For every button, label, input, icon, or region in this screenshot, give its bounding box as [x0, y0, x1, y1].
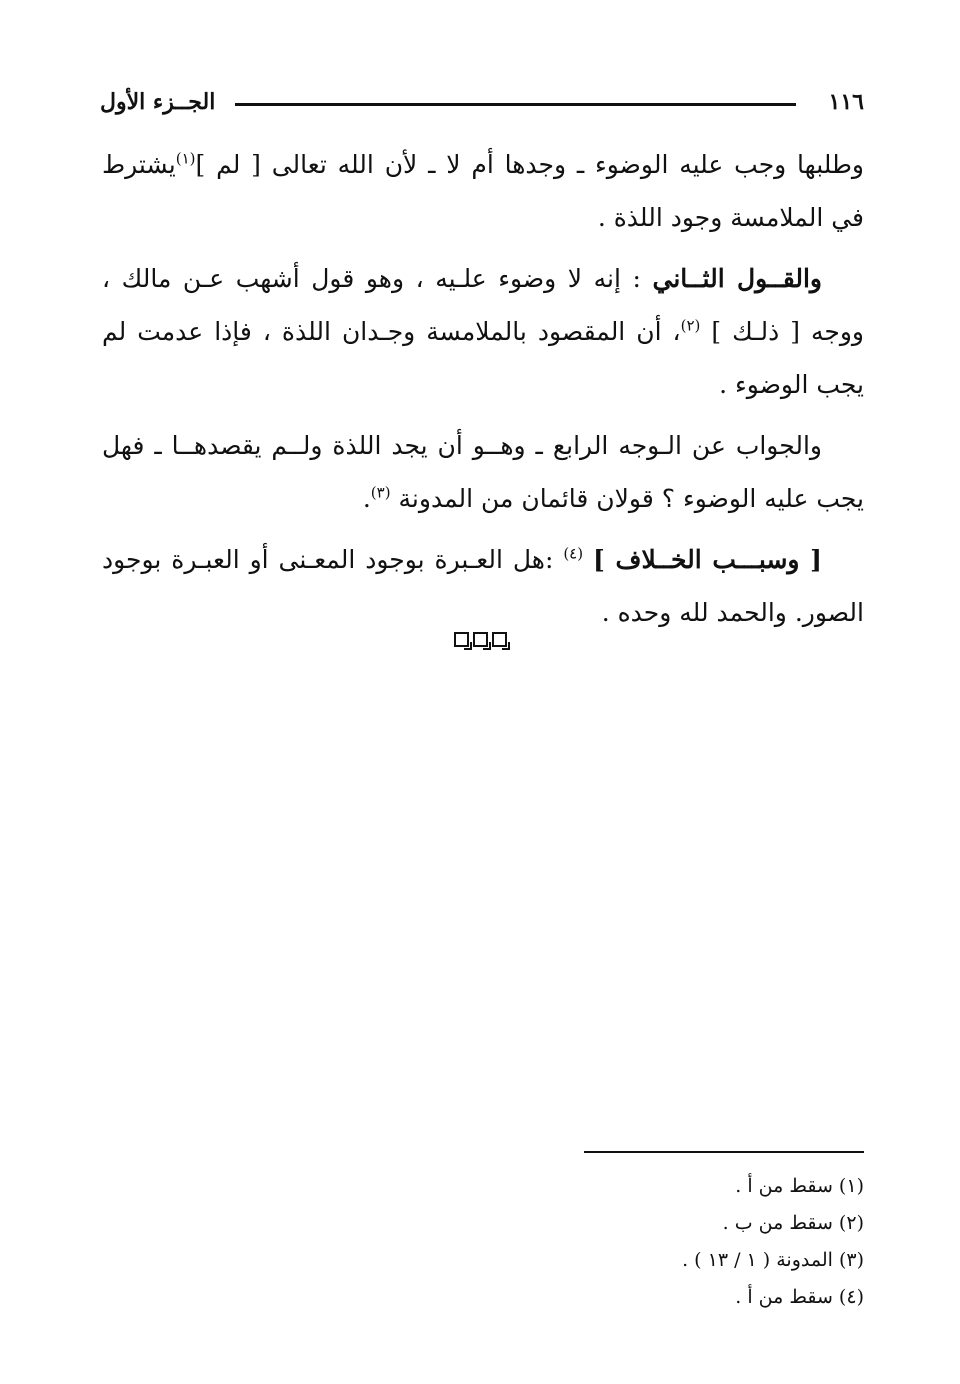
footnote-ref-1: (١): [175, 149, 196, 168]
paragraph-2-text-b: ، أن المقصود بالملامسة وجـدان اللذة ، فإذا عدمت لم يجب الوضوء .: [102, 317, 864, 399]
paragraph-2-text-a: : إنه لا وضوء علـيه ، وهو قول أشهب عـن مالك ، ووجه [ ذلـك ]: [102, 264, 864, 346]
paragraph-3: [102, 419, 864, 525]
footnote-separator: [584, 1151, 864, 1153]
footnote-ref-2: (٢): [680, 316, 701, 335]
footnote-ref-3: (٣): [370, 483, 391, 502]
paragraph-1-text-b: يشترط في الملامسة وجود اللذة .: [102, 150, 864, 232]
paragraph-1: [102, 138, 864, 244]
header-title: الجــزء الأول: [100, 89, 216, 115]
paragraph-1-text-a: وطلبها وجب عليه الوضوء ـ وجدها أم لا ـ لأن الله تعالى [ لم ]: [195, 150, 864, 179]
ornament-box-icon: [492, 632, 507, 647]
ornament-box-icon: [473, 632, 488, 647]
ornament-box-icon: [454, 632, 469, 647]
paragraph-3-text-b: .: [362, 484, 371, 513]
footnote-ref-4: (٤): [563, 544, 584, 563]
footnote-1: (١) سقط من أ .: [735, 1175, 864, 1197]
footnote-2: (٢) سقط من ب .: [722, 1212, 864, 1234]
paragraph-3-text-a: والجواب عن الـوجه الرابع ـ وهــو أن يجد اللذة ولــم يقصدهــا ـ فهل يجب عليه الوضوء ؟ قولان قائمان من المدونة: [102, 431, 864, 513]
paragraph-2-heading: والقــول الثــاني: [652, 264, 822, 293]
paragraph-4-text-b: :هل العـبرة بوجود المعـنى أو العبـرة بوجود الصور. والحمد لله وحده .: [102, 545, 864, 627]
footnotes: [364, 1168, 864, 1316]
running-header: [100, 84, 864, 120]
footnote-3: (٣) المدونة ( ١ / ١٣ ) .: [682, 1249, 864, 1271]
footnote-4: (٤) سقط من أ .: [735, 1286, 864, 1308]
paragraph-2: [102, 252, 864, 411]
header-rule: [235, 103, 796, 106]
paragraph-4: [102, 533, 864, 639]
paragraph-4-heading: [ وسبـــب الخــلاف ]: [593, 545, 822, 574]
page-number: ١١٦: [828, 89, 864, 115]
section-end-ornament: [0, 632, 960, 651]
body-text: [102, 138, 864, 647]
